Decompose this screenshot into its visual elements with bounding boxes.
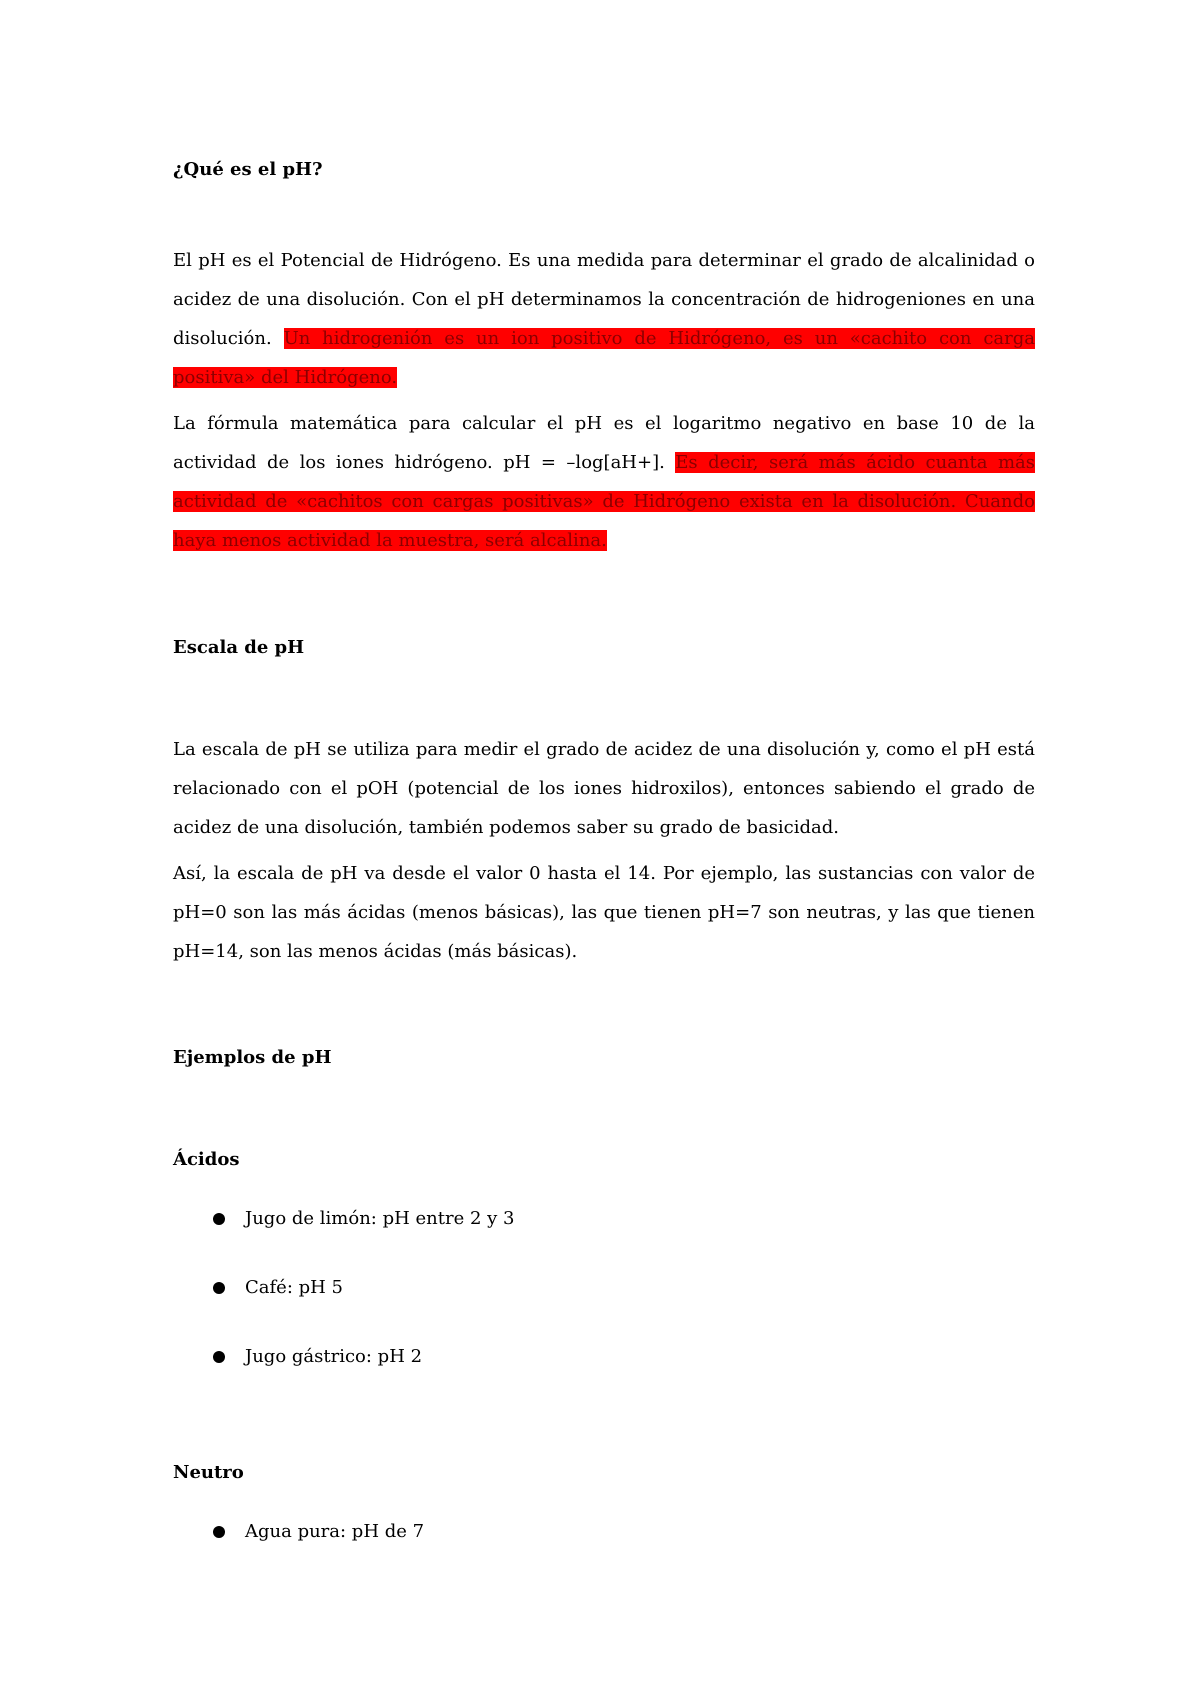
- bullet-icon: [213, 1282, 225, 1294]
- acids-list: [173, 1207, 1035, 1369]
- paragraph-definition-text: El pH es el Potencial de Hidrógeno. Es una medida para determinar el grado de alcalinidad o acidez de una disolución. Con el pH determinamos la concentración de hidrogeniones en una disolución.: [173, 250, 1035, 349]
- highlighted-text: Es decir, será más ácido cuanta más actividad de «cachitos con cargas positivas» de Hidrógeno exista en la disolución. Cuando haya menos actividad la muestra, será alcalina.: [173, 452, 1035, 551]
- list-item: Jugo gástrico: pH 2: [173, 1345, 1035, 1369]
- paragraph-formula-text: La fórmula matemática para calcular el pH es el logaritmo negativo en base 10 de la actividad de los iones hidrógeno. pH = –log[aH+].: [173, 413, 1035, 473]
- list-item: Café: pH 5: [173, 1276, 1035, 1300]
- document-body: [173, 158, 1035, 1544]
- bullet-icon: [213, 1351, 225, 1363]
- bullet-icon: [213, 1526, 225, 1538]
- heading-neutro: Neutro: [173, 1462, 244, 1483]
- heading-que-es-ph: ¿Qué es el pH?: [173, 159, 323, 180]
- bullet-icon: [213, 1213, 225, 1225]
- list-item: Jugo de limón: pH entre 2 y 3: [173, 1207, 1035, 1231]
- heading-escala-ph: Escala de pH: [173, 637, 305, 658]
- paragraph-formula: [173, 404, 1035, 560]
- highlighted-text: Un hidrogenión es un ion positivo de Hidrógeno, es un «cachito con carga positiva» del Hidrógeno.: [173, 328, 1035, 388]
- neutral-list: [173, 1520, 1035, 1544]
- paragraph-definition: [173, 241, 1035, 397]
- heading-acidos: Ácidos: [173, 1149, 240, 1170]
- heading-ejemplos-ph: Ejemplos de pH: [173, 1047, 332, 1068]
- paragraph-escala-valores: Así, la escala de pH va desde el valor 0 hasta el 14. Por ejemplo, las sustancias con valor de pH=0 son las más ácidas (menos básicas), las que tienen pH=7 son neutras, y las que tienen pH=14, son las menos ácidas (más básicas).: [173, 863, 1035, 962]
- paragraph-escala: La escala de pH se utiliza para medir el grado de acidez de una disolución y, como el pH está relacionado con el pOH (potencial de los iones hidroxilos), entonces sabiendo el grado de acidez de una disolución, también podemos saber su grado de basicidad.: [173, 739, 1035, 838]
- list-item: Agua pura: pH de 7: [173, 1520, 1035, 1544]
